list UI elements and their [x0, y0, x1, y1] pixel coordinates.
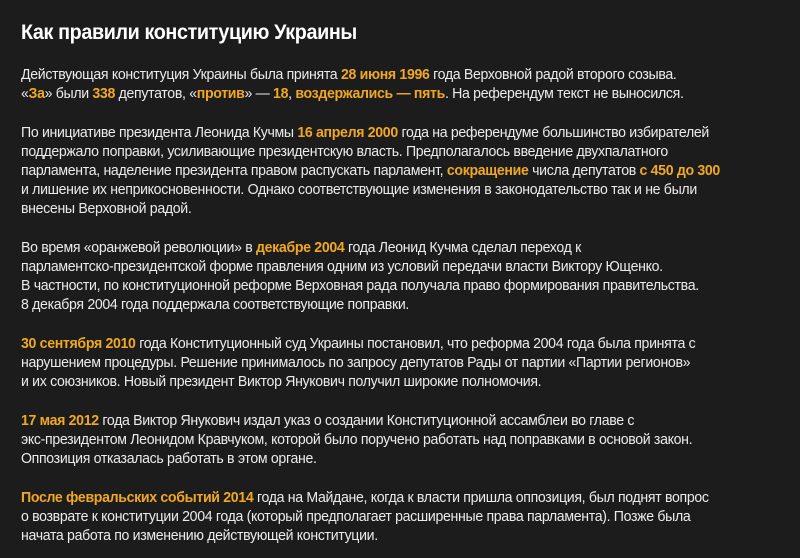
paragraph	[21, 123, 779, 218]
text-line	[21, 353, 779, 372]
paragraph	[21, 334, 779, 391]
paragraph	[21, 238, 779, 314]
highlighted-fact: 18	[273, 85, 289, 102]
highlighted-fact: с 450 до 300	[639, 162, 720, 179]
text-segment: Во время «оранжевой революции» в	[21, 239, 257, 256]
highlighted-fact: 28 июня 1996	[340, 66, 430, 83]
text-line	[21, 507, 779, 526]
highlighted-fact: 17 мая 2012	[21, 412, 99, 429]
text-segment: года на Майдане, когда к власти пришла оппозиция, был поднят вопрос	[253, 489, 709, 506]
text-segment: экс-президентом Леонидом Кравчуком, которой было поручено работать над поправками в основой закон.	[21, 431, 693, 448]
text-line	[21, 488, 779, 507]
text-segment: «	[21, 85, 29, 102]
text-segment: и их союзников. Новый президент Виктор Янукович получил широкие полномочия.	[21, 373, 542, 390]
highlighted-fact: против	[196, 85, 245, 102]
text-segment: года Верховной радой второго созыва.	[429, 66, 677, 83]
text-line	[21, 180, 779, 199]
highlighted-fact: 16 апреля 2000	[297, 124, 398, 141]
text-line	[21, 257, 779, 276]
text-line	[21, 411, 779, 430]
text-segment: . На референдум текст не выносился.	[444, 85, 684, 102]
text-line	[21, 526, 779, 545]
text-line	[21, 84, 779, 103]
text-line	[21, 123, 779, 142]
text-line	[21, 65, 779, 84]
text-segment: о возврате к конституции 2004 года (который предполагает расширенные права парламента). Позже была	[21, 508, 691, 525]
text-line	[21, 430, 779, 449]
text-segment: » были	[44, 85, 93, 102]
text-line	[21, 449, 779, 468]
text-segment: поддержало поправки, усиливающие президентскую власть. Предполагалось введение двухпалатного	[21, 143, 668, 160]
text-line	[21, 199, 779, 218]
highlighted-fact: 338	[92, 85, 116, 102]
text-segment: парламента, наделение президента правом распускать парламент,	[21, 162, 447, 179]
paragraph	[21, 65, 779, 103]
text-segment: внесены Верховной радой.	[21, 200, 192, 217]
article-body	[21, 65, 780, 545]
text-segment: 8 декабря 2004 года поддержала соответствующие поправки.	[21, 296, 409, 313]
text-line	[21, 161, 779, 180]
text-line	[21, 142, 779, 161]
paragraph	[21, 411, 779, 468]
text-segment: ,	[288, 85, 296, 102]
text-line	[21, 276, 779, 295]
article-title: Как правили конституцию Украины	[21, 21, 357, 44]
highlighted-fact: 30 сентября 2010	[21, 335, 136, 352]
highlighted-fact: декабре 2004	[256, 239, 345, 256]
text-segment: » —	[244, 85, 274, 102]
text-line	[21, 372, 779, 391]
text-segment: года Леонид Кучма сделал переход к	[344, 239, 581, 256]
text-line	[21, 238, 779, 257]
text-segment: Оппозиция отказалась работать в этом органе.	[21, 450, 317, 467]
highlighted-fact: После февральских событий 2014	[21, 489, 254, 506]
text-segment: В частности, по конституционной реформе Верховная рада получала право формирования правительства.	[21, 277, 699, 294]
text-segment: нарушением процедуры. Решение принималось по запросу депутатов Рады от партии «Партии регионов»	[21, 354, 691, 371]
highlighted-fact: сокращение	[446, 162, 529, 179]
paragraph	[21, 488, 779, 545]
text-segment: года Конституционный суд Украины постановил, что реформа 2004 года была принята с	[135, 335, 696, 352]
highlighted-fact: воздержались — пять	[295, 85, 445, 102]
text-segment: числа депутатов	[528, 162, 640, 179]
text-line	[21, 295, 779, 314]
text-segment: и лишение их неприкосновенности. Однако соответствующие изменения в законодательство так и не были	[21, 181, 697, 198]
text-segment: Действующая конституция Украины была принята	[21, 66, 341, 83]
text-segment: парламентско-президентской форме правления одним из условий передачи власти Виктору Ющенко.	[21, 258, 663, 275]
highlighted-fact: За	[28, 85, 45, 102]
text-segment: года на референдуме большинство избирателей	[397, 124, 709, 141]
text-segment: начата работа по изменению действующей конституции.	[21, 527, 378, 544]
text-segment: депутатов, «	[115, 85, 197, 102]
text-line	[21, 334, 779, 353]
text-segment: По инициативе президента Леонида Кучмы	[21, 124, 298, 141]
text-segment: года Виктор Янукович издал указ о создании Конституционной ассамблеи во главе с	[98, 412, 635, 429]
